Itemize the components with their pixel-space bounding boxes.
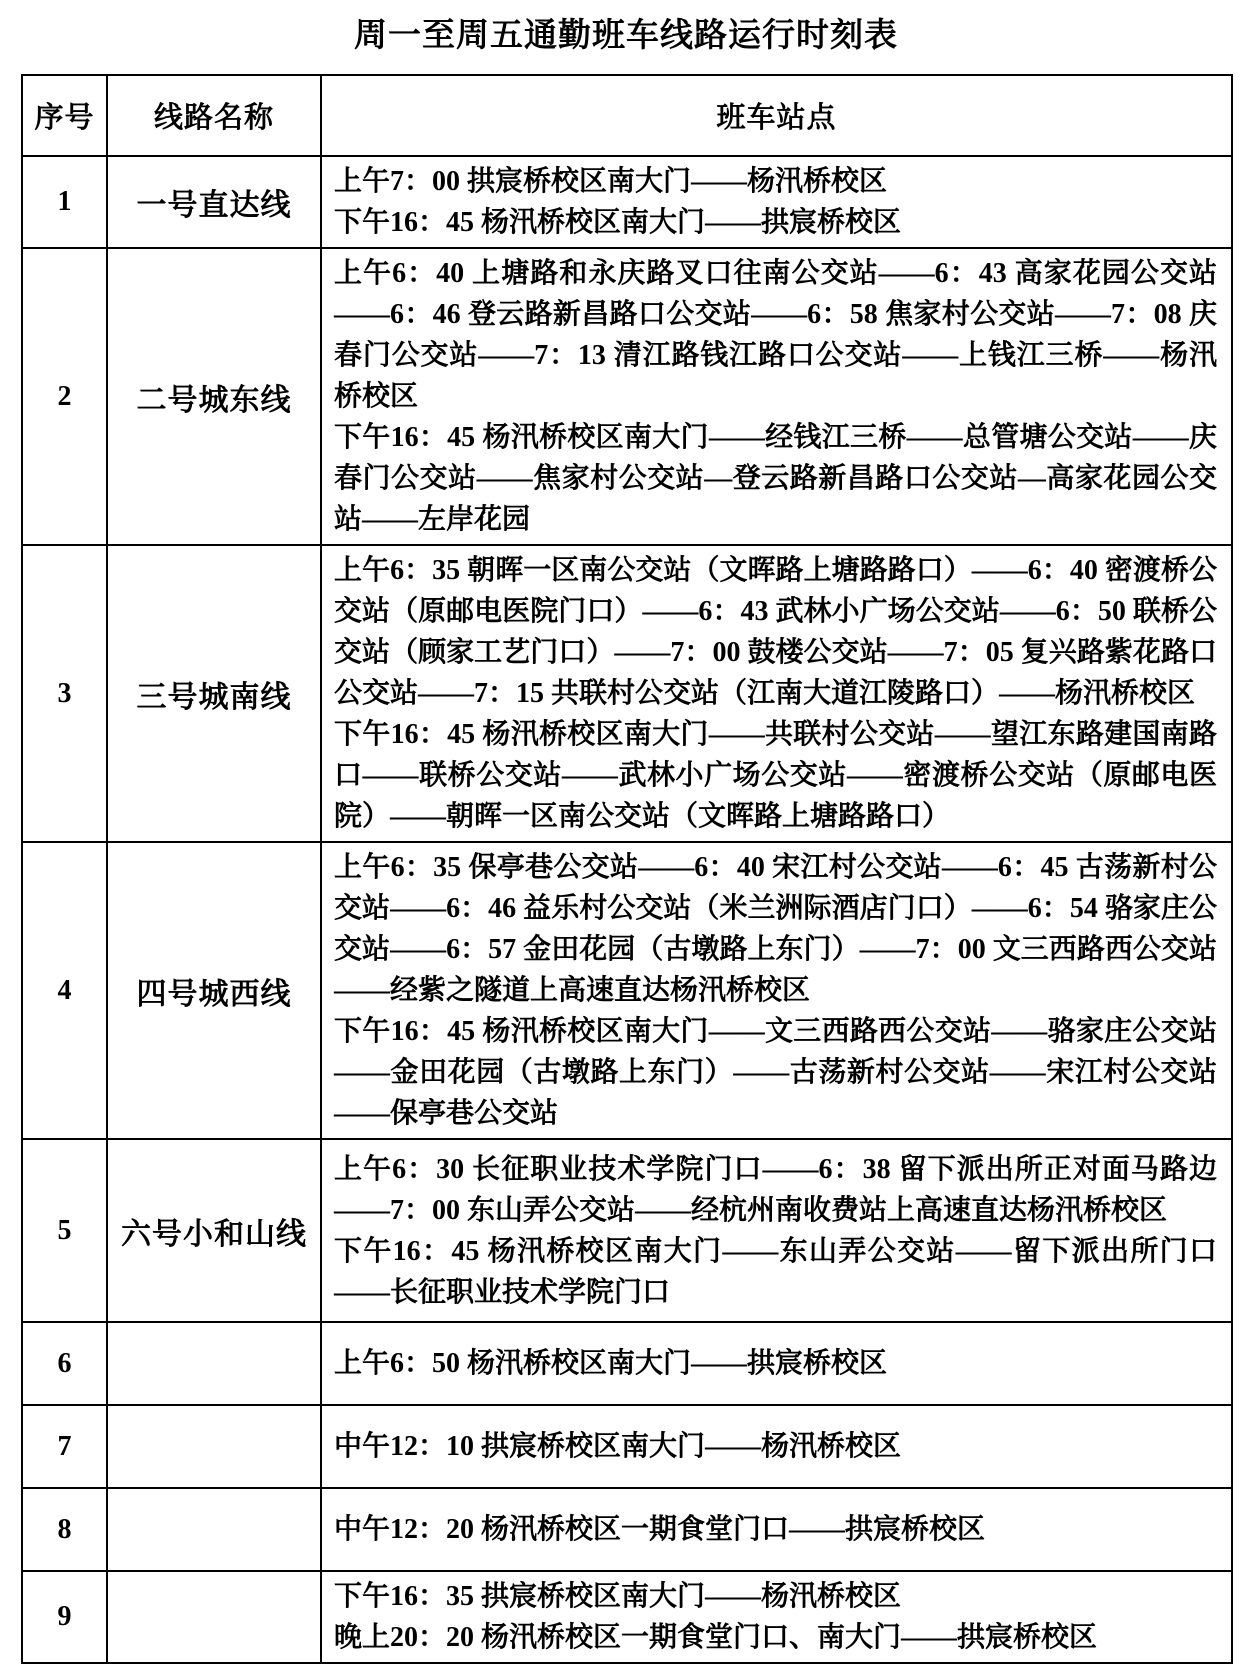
schedule-line: 下午16：45 杨汛桥校区南大门——经钱江三桥——总管塘公交站——庆春门公交站——焦家村公交站—登云路新昌路口公交站—高家花园公交站——左岸花园 <box>334 422 1217 535</box>
row-index: 9 <box>22 1571 107 1663</box>
schedule-line: 上午6：40 上塘路和永庆路叉口往南公交站——6：43 高家花园公交站——6：46 登云路新昌路口公交站——6：58 焦家村公交站——7：08 庆春门公交站——7：13 清江路钱江路口公交站——上钱江三桥——杨汛桥校区 <box>334 258 1217 412</box>
table-row <box>22 248 1232 545</box>
col-header-route-name: 线路名称 <box>107 75 321 156</box>
stops-cell <box>321 842 1232 1139</box>
stops-cell <box>321 248 1232 545</box>
col-header-index: 序号 <box>22 75 107 156</box>
schedule-table <box>21 74 1233 1664</box>
schedule-line: 下午16：45 杨汛桥校区南大门——文三西路西公交站——骆家庄公交站——金田花园（古墩路上东门）——古荡新村公交站——宋江村公交站——保亭巷公交站 <box>334 1016 1217 1129</box>
route-name: 四号城西线 <box>107 842 321 1139</box>
table-row <box>22 1571 1232 1663</box>
schedule-line: 上午7：00 拱宸桥校区南大门——杨汛桥校区 <box>334 166 888 197</box>
table-row <box>22 842 1232 1139</box>
stops-cell <box>321 1488 1232 1571</box>
schedule-line: 下午16：35 拱宸桥校区南大门——杨汛桥校区 <box>334 1581 902 1612</box>
table-row <box>22 1139 1232 1322</box>
route-name: 三号城南线 <box>107 545 321 842</box>
stops-cell <box>321 1139 1232 1322</box>
schedule-line: 上午6：30 长征职业技术学院门口——6：38 留下派出所正对面马路边——7：00 东山弄公交站——经杭州南收费站上高速直达杨汛桥校区 <box>334 1153 1217 1226</box>
col-header-stops: 班车站点 <box>321 75 1232 156</box>
route-name <box>107 1322 321 1405</box>
route-name <box>107 1571 321 1663</box>
schedule-line: 上午6：35 朝晖一区南公交站（文晖路上塘路路口）——6：40 密渡桥公交站（原邮电医院门口）——6：43 武林小广场公交站——6：50 联桥公交站（顾家工艺门口）——7：00 鼓楼公交站——7：05 复兴路紫花路口公交站——7：15 共联村公交站（江南大道江陵路口）——杨汛桥校区 <box>334 555 1217 709</box>
schedule-line: 中午12：10 拱宸桥校区南大门——杨汛桥校区 <box>334 1431 902 1462</box>
schedule-line: 上午6：35 保亭巷公交站——6：40 宋江村公交站——6：45 古荡新村公交站——6：46 益乐村公交站（米兰洲际酒店门口）——6：54 骆家庄公交站——6：57 金田花园（古墩路上东门）——7：00 文三西路西公交站——经紫之隧道上高速直达杨汛桥校区 <box>334 852 1217 1006</box>
row-index: 2 <box>22 248 107 545</box>
page-title: 周一至周五通勤班车线路运行时刻表 <box>354 18 898 54</box>
route-name <box>107 1488 321 1571</box>
table-row <box>22 1322 1232 1405</box>
row-index: 7 <box>22 1405 107 1488</box>
row-index: 8 <box>22 1488 107 1571</box>
route-name: 一号直达线 <box>107 156 321 248</box>
schedule-line: 下午16：45 杨汛桥校区南大门——东山弄公交站——留下派出所门口——长征职业技术学院门口 <box>334 1235 1217 1308</box>
header-row <box>22 75 1232 156</box>
row-index: 5 <box>22 1139 107 1322</box>
route-name: 二号城东线 <box>107 248 321 545</box>
stops-cell <box>321 1571 1232 1663</box>
row-index: 1 <box>22 156 107 248</box>
schedule-line: 下午16：45 杨汛桥校区南大门——拱宸桥校区 <box>334 207 902 238</box>
stops-cell <box>321 1405 1232 1488</box>
row-index: 6 <box>22 1322 107 1405</box>
stops-cell <box>321 1322 1232 1405</box>
schedule-line: 上午6：50 杨汛桥校区南大门——拱宸桥校区 <box>334 1348 888 1379</box>
route-name: 六号小和山线 <box>107 1139 321 1322</box>
stops-cell <box>321 156 1232 248</box>
table-row <box>22 156 1232 248</box>
table-row <box>22 545 1232 842</box>
stops-cell <box>321 545 1232 842</box>
route-name <box>107 1405 321 1488</box>
table-row <box>22 1488 1232 1571</box>
row-index: 3 <box>22 545 107 842</box>
schedule-line: 下午16：45 杨汛桥校区南大门——共联村公交站——望江东路建国南路口——联桥公交站——武林小广场公交站——密渡桥公交站（原邮电医院）——朝晖一区南公交站（文晖路上塘路路口） <box>334 719 1217 832</box>
table-row <box>22 1405 1232 1488</box>
row-index: 4 <box>22 842 107 1139</box>
schedule-line: 中午12：20 杨汛桥校区一期食堂门口——拱宸桥校区 <box>334 1514 986 1545</box>
schedule-line: 晚上20：20 杨汛桥校区一期食堂门口、南大门——拱宸桥校区 <box>334 1622 1098 1653</box>
